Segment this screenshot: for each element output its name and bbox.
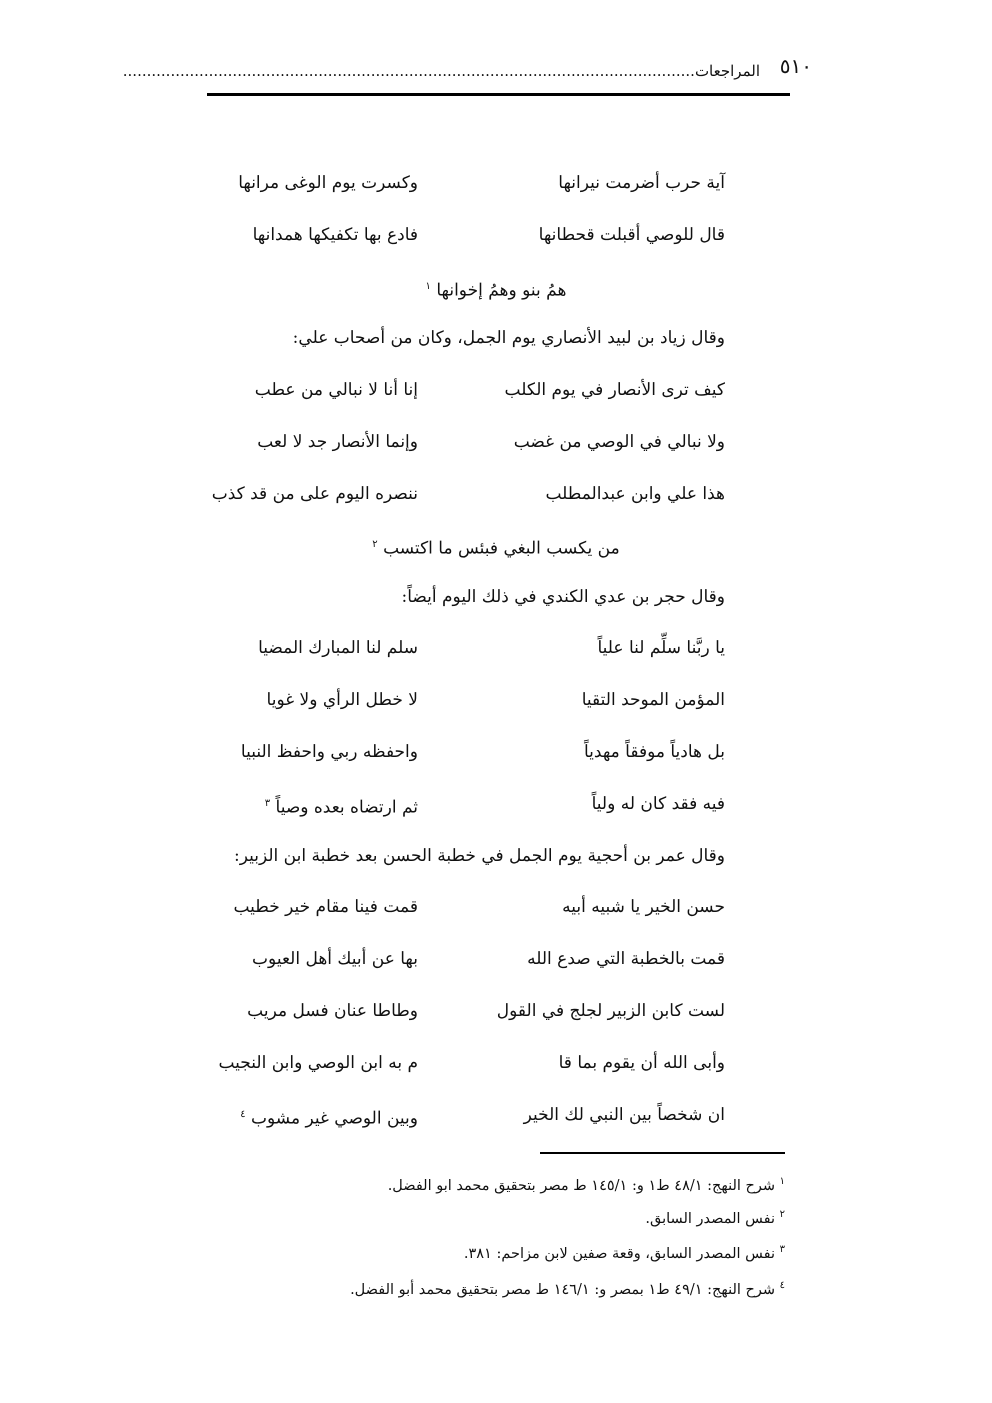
verse-first-hemistich-text: هذا علي وابن عبدالمطلب — [545, 484, 725, 504]
verse-second-hemistich — [253, 223, 418, 247]
verse-first-hemistich — [597, 636, 725, 660]
verse-first-hemistich-text: كيف ترى الأنصار في يوم الكلب — [504, 380, 725, 400]
prose-line — [402, 585, 725, 609]
running-title-text: المراجعات — [694, 62, 760, 80]
verse-first-hemistich — [527, 947, 725, 971]
verse-first-hemistich — [539, 223, 725, 247]
verse-first-hemistich-text: ان شخصاً بين النبي لك الخير — [523, 1105, 725, 1125]
verse-first-hemistich-text: قمت بالخطبة التي صدع الله — [527, 949, 725, 969]
footnote-marker: ٢ — [372, 539, 378, 550]
verse-second-hemistich-text: واحفظه ربي واحفظ النبيا — [240, 742, 418, 762]
footnote-text: شرح النهج: ٤٨/١ ط١ و: ١٤٥/١ ط مصر بتحقيق محمد ابو الفضل. — [387, 1177, 776, 1194]
verse-first-hemistich — [592, 792, 725, 816]
verse-first-hemistich — [505, 378, 726, 402]
verse-first-hemistich-text: حسن الخير يا شبيه أبيه — [562, 897, 725, 917]
verse-second-hemistich-text: فادع بها تكفيكها همدانها — [252, 225, 418, 245]
footnote-marker: ٤ — [240, 1109, 246, 1120]
verse-second-hemistich — [238, 171, 418, 195]
verse-second-hemistich-text: سلم لنا المبارك المضيا — [258, 638, 418, 658]
verse-first-hemistich-text: المؤمن الموحد التقيا — [581, 690, 725, 710]
footnote — [464, 1240, 785, 1264]
verse-first-hemistich-text: آية حرب أضرمت نيرانها — [558, 173, 725, 193]
footnote-text: نفس المصدر السابق، وقعة صفين لابن مزاحم: ٣٨١. — [463, 1245, 776, 1262]
verse-second-hemistich — [240, 1103, 418, 1131]
verse-first-hemistich — [545, 482, 725, 506]
verse-first-hemistich-text: فيه فقد كان له ولياً — [591, 794, 725, 814]
prose-line-text: وقال زياد بن لبيد الأنصاري يوم الجمل، وكان من أصحاب علي: — [292, 328, 725, 348]
verse-second-hemistich — [241, 740, 418, 764]
verse-second-hemistich — [257, 430, 418, 454]
verse-first-hemistich — [497, 999, 725, 1023]
footnote-number: ١ — [779, 1176, 785, 1187]
footnote — [350, 1276, 785, 1300]
verse-first-hemistich-text: يا ربَّنا سلِّم لنا علياً — [597, 638, 725, 658]
verse-second-hemistich-text: ننصره اليوم على من قد كذب — [211, 484, 418, 504]
verse-second-hemistich-text: وبين الوصي غير مشوب — [251, 1108, 418, 1129]
footnote-marker: ٣ — [264, 798, 271, 809]
verse-second-hemistich — [252, 947, 418, 971]
header-rule — [207, 93, 790, 96]
verse-second-hemistich — [265, 792, 418, 820]
verse-second-hemistich-text: وإنما الأنصار جد لا لعب — [257, 432, 418, 452]
verse-first-hemistich — [562, 895, 725, 919]
footnote-rule — [540, 1152, 785, 1154]
verse-second-hemistich — [233, 895, 418, 919]
verse-first-hemistich-text: وأبى الله أن يقوم بما قا — [558, 1053, 725, 1073]
verse-single-line — [0, 533, 992, 561]
footnote — [388, 1172, 785, 1196]
verse-single-line — [0, 275, 992, 303]
verse-second-hemistich — [267, 688, 418, 712]
verse-first-hemistich-text: لست كابن الزبير لجلج في القول — [496, 1001, 725, 1021]
verse-first-hemistich — [582, 688, 725, 712]
verse-first-hemistich — [584, 740, 725, 764]
verse-second-hemistich — [247, 999, 418, 1023]
footnote — [645, 1205, 785, 1229]
leader-dots: ........................................................................................................................ — [122, 62, 695, 80]
verse-first-hemistich-text: بل هادياً موفقاً مهدياً — [583, 742, 725, 762]
footnote-number: ٤ — [779, 1280, 785, 1291]
page-number: ٥١٠ — [779, 56, 812, 78]
verse-second-hemistich-text: ثم ارتضاه بعده وصياً — [275, 797, 418, 818]
prose-line-text: وقال حجر بن عدي الكندي في ذلك اليوم أيضاً: — [401, 587, 725, 607]
footnote-text: نفس المصدر السابق. — [645, 1210, 776, 1227]
verse-single-line-text: همُ بنو وهمُ إخوانها — [436, 280, 567, 301]
verse-first-hemistich — [514, 430, 725, 454]
verse-second-hemistich-text: م به ابن الوصي وابن النجيب — [218, 1053, 418, 1073]
verse-first-hemistich — [524, 1103, 725, 1127]
running-title — [122, 62, 760, 80]
verse-first-hemistich — [559, 1051, 725, 1075]
footnote-text: شرح النهج: ٤٩/١ ط١ بمصر و: ١٤٦/١ ط مصر بتحقيق محمد أبو الفضل. — [350, 1281, 776, 1298]
prose-line — [293, 326, 725, 350]
verse-second-hemistich-text: قمت فينا مقام خير خطيب — [233, 897, 418, 917]
verse-second-hemistich — [258, 636, 418, 660]
verse-second-hemistich — [212, 482, 418, 506]
prose-line — [234, 844, 725, 868]
verse-first-hemistich — [558, 171, 725, 195]
verse-second-hemistich — [255, 378, 418, 402]
verse-second-hemistich-text: وكسرت يوم الوغى مرانها — [238, 173, 418, 193]
verse-second-hemistich-text: إنا أنا لا نبالي من عطب — [254, 380, 418, 400]
verse-second-hemistich-text: وطاطا عنان فسل مريب — [247, 1001, 418, 1021]
footnote-number: ٣ — [779, 1244, 785, 1255]
verse-second-hemistich — [218, 1051, 418, 1075]
footnote-number: ٢ — [779, 1209, 785, 1220]
prose-line-text: وقال عمر بن أحجية يوم الجمل في خطبة الحسن بعد خطبة ابن الزبير: — [234, 846, 725, 866]
verse-single-line-text: من يكسب البغي فبئس ما اكتسب — [383, 538, 620, 559]
verse-second-hemistich-text: لا خطل الرأي ولا غويا — [266, 690, 418, 710]
footnote-marker: ١ — [425, 281, 431, 292]
verse-first-hemistich-text: ولا نبالي في الوصي من غضب — [513, 432, 725, 452]
verse-first-hemistich-text: قال للوصي أقبلت قحطانها — [538, 225, 725, 245]
verse-second-hemistich-text: بها عن أبيك أهل العيوب — [252, 949, 418, 969]
